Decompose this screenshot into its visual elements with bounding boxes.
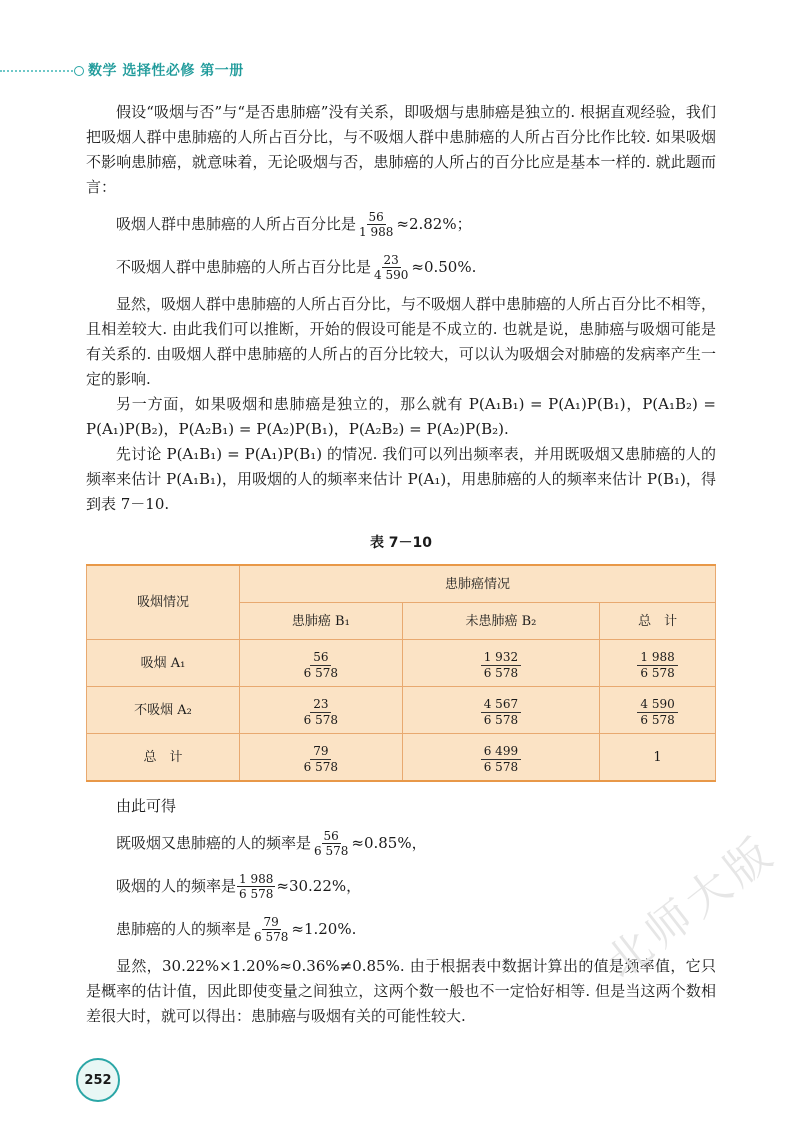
fraction: $\frac{23}{4 590}$ <box>374 253 409 282</box>
paragraph-3: 另一方面，如果吸烟和患肺癌是独立的，那么就有 P(A₁B₁) = P(A₁)P(B₁)，P(A₁B₂) = P(A₁)P(B₂)，P(A₂B₁) = P(A₂)P(B₁)，P(A₂B₂) = P(A₂)P(B₂). <box>86 395 716 438</box>
running-header: 数学 选择性必修 第一册 <box>88 63 244 79</box>
column-header: 总 计 <box>600 603 716 640</box>
equation-3: 既吸烟又患肺癌的人的频率是 $\frac{56}{6 578}$ ≈0.85%， <box>116 829 427 858</box>
page-body <box>86 100 716 1029</box>
paragraph-5: 显然，30.22%×1.20%≈0.36%≠0.85%. 由于根据表中数据计算出的值是频率值，它只是概率的估计值，因此即使变量之间独立，这两个数一般也不一定恰好相等. 但是当这两个数相差很大时，就可以得出：患肺癌与吸烟有关的可能性较大. <box>86 957 716 1025</box>
fraction: $\frac{79}{6 578}$ <box>254 915 289 944</box>
row-label: 总 计 <box>87 734 240 782</box>
header-circle-icon <box>74 66 84 76</box>
fraction: $\frac{56}{1 988}$ <box>359 210 394 239</box>
conclusion-intro: 由此可得 <box>116 797 177 815</box>
table-row <box>87 734 716 782</box>
paragraph-2: 显然，吸烟人群中患肺癌的人所占百分比，与不吸烟人群中患肺癌的人所占百分比不相等，且相差较大. 由此我们可以推断，开始的假设可能是不成立的. 也就是说，患肺癌与吸烟可能是有关系的. 由吸烟人群中患肺癌的人所占的百分比较大，可以认为吸烟会对肺癌的发病率产生一定的影响. <box>86 295 717 388</box>
table-cell: $\frac{1 932}{6 578}$ <box>402 640 599 687</box>
table-cell: $\frac{79}{6 578}$ <box>240 734 403 782</box>
table-cell: $\frac{1 988}{6 578}$ <box>600 640 716 687</box>
paragraph-1: 假设“吸烟与否”与“是否患肺癌”没有关系，即吸烟与患肺癌是独立的. 根据直观经验，我们把吸烟人群中患肺癌的人所占百分比，与不吸烟人群中患肺癌的人所占百分比作比较. 如果吸烟不影响患肺癌，就意味着，无论吸烟与否，患肺癌的人所占的百分比应是基本一样的. 就此题而言： <box>86 103 716 196</box>
table-caption: 表 7－10 <box>369 535 433 551</box>
equation-1: 吸烟人群中患肺癌的人所占百分比是 $\frac{56}{1 988}$ ≈2.82%； <box>116 210 472 239</box>
table-cell: $\frac{6 499}{6 578}$ <box>402 734 599 782</box>
equation-2: 不吸烟人群中患肺癌的人所占百分比是 $\frac{23}{4 590}$ ≈0.50%. <box>116 253 477 282</box>
table-row <box>87 640 716 687</box>
table-header-row <box>87 565 716 603</box>
page-number-badge: 252 <box>76 1058 120 1102</box>
header-decoration-line <box>0 70 80 72</box>
table-cell: $\frac{4 590}{6 578}$ <box>600 687 716 734</box>
frequency-table <box>86 564 716 782</box>
row-label: 吸烟 A₁ <box>87 640 240 687</box>
column-header: 未患肺癌 B₂ <box>402 603 599 640</box>
group-header-cell: 患肺癌情况 <box>240 565 716 603</box>
paragraph-4: 先讨论 P(A₁B₁) = P(A₁)P(B₁) 的情况. 我们可以列出频率表，并用既吸烟又患肺癌的人的频率来估计 P(A₁B₁)，用吸烟的人的频率来估计 P(A₁)，用患肺癌的人的频率来估计 P(B₁)，得到表 7－10. <box>86 445 716 513</box>
column-header: 患肺癌 B₁ <box>240 603 403 640</box>
fraction: $\frac{1 988}{6 578}$ <box>239 872 274 901</box>
fraction: $\frac{56}{6 578}$ <box>314 829 349 858</box>
table-cell: $\frac{23}{6 578}$ <box>240 687 403 734</box>
publisher-watermark: 北师大版 <box>596 825 786 989</box>
row-header-cell: 吸烟情况 <box>87 565 240 640</box>
equation-4: 吸烟的人的频率是 $\frac{1 988}{6 578}$ ≈30.22%， <box>116 872 362 901</box>
table-cell: $\frac{4 567}{6 578}$ <box>402 687 599 734</box>
table-cell: $\frac{56}{6 578}$ <box>240 640 403 687</box>
table-row <box>87 687 716 734</box>
table-cell: 1 <box>600 734 716 782</box>
equation-5: 患肺癌的人的频率是 $\frac{79}{6 578}$ ≈1.20%. <box>116 915 357 944</box>
row-label: 不吸烟 A₂ <box>87 687 240 734</box>
